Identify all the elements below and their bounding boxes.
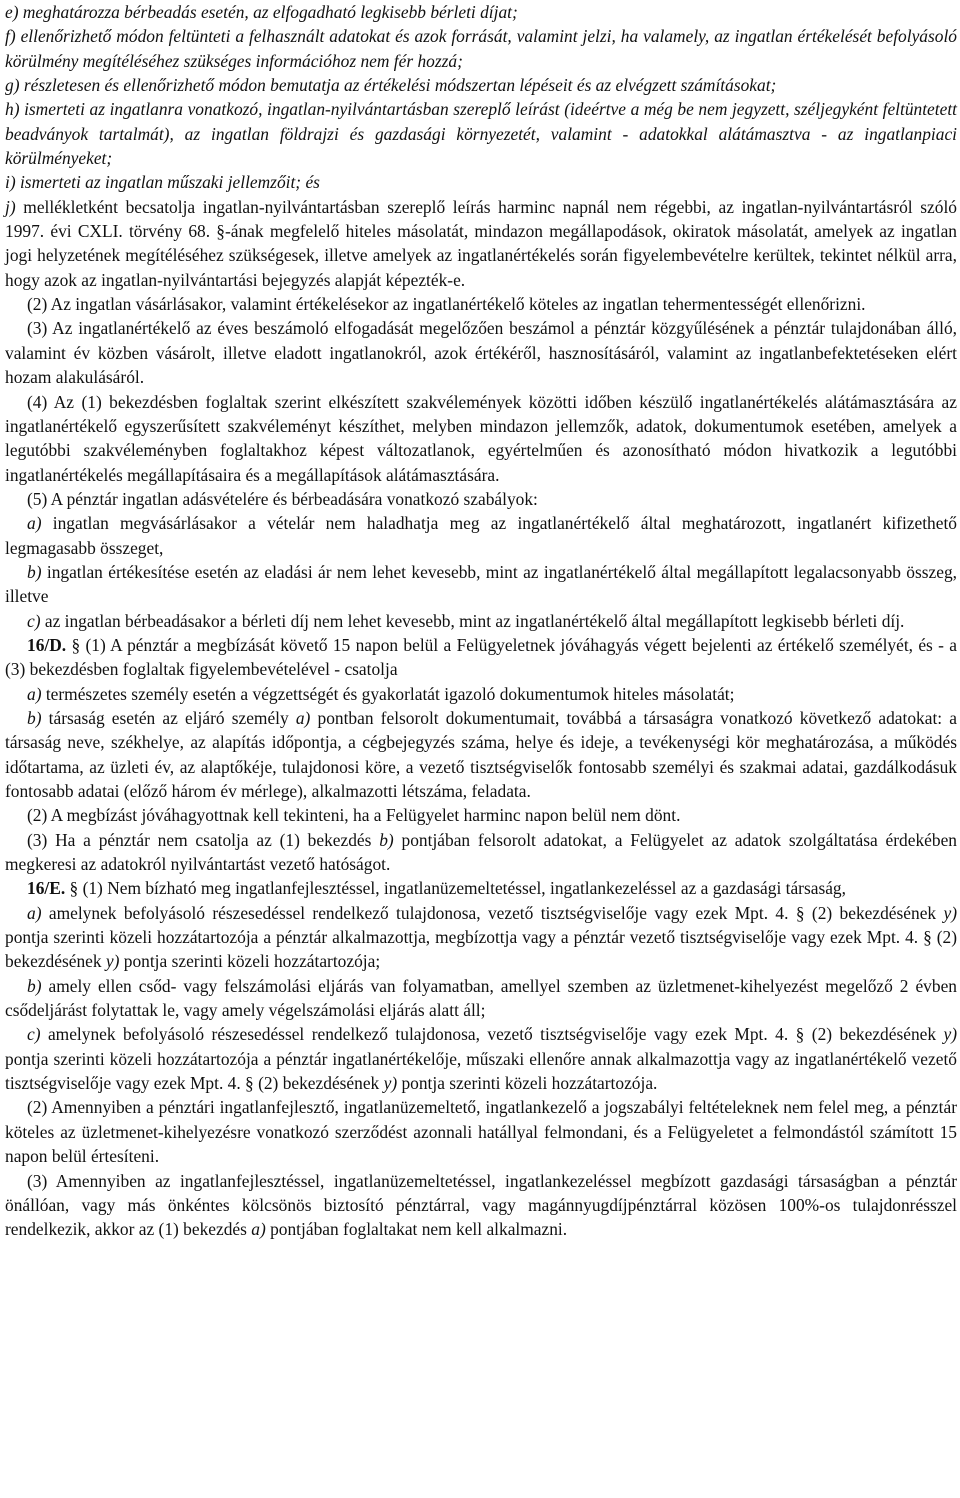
italic-text: c): [27, 610, 45, 631]
paragraph-5a: [5, 511, 957, 560]
italic-text: g) részletesen és ellenőrizhető módon bemutatja az értékelési módszertan lépéseit és az elvégzett számításokat;: [5, 75, 777, 96]
italic-text: i) ismerteti az ingatlan műszaki jellemzőit; és: [5, 172, 320, 193]
text-run: az ingatlan bérbeadásakor a bérleti díj nem lehet kevesebb, mint az ingatlanértékelő által megállapított legkisebb bérleti díj.: [44, 610, 905, 631]
paragraph-h: [5, 97, 957, 170]
paragraph-5b: [5, 560, 957, 609]
text-run: (3) Amennyiben az ingatlanfejlesztéssel, ingatlanüzemeltetéssel, ingatlankezeléssel megbízott gazdasági társaságban a pénztár önállóan, vagy más önkéntes kölcsönös biztosító pénztárral, vagy magánnyugdíjpénztárral közösen 100%-os tulajdonrésszel rendelkezik, akkor az (1) bekezdés: [5, 1170, 957, 1240]
text-run: mellékletként becsatolja ingatlan-nyilvántartásban szereplő leírás harminc napnál nem régebbi, az ingatlan-nyilvántartásról szóló 1997. évi CXLI. törvény 68. §-ának megfelelő hiteles másolatát, mindazon megállapodások, okiratok másolatát, amelyek az ingatlan jogi helyzetének megítéléséhez szükségesek, illetve amelyek az ingatlanértékelés során figyelembevételre kerültek, tekintet nélkül arra, hogy azok az ingatlan-nyilvántartási bejegyzés alapját képezték-e.: [5, 196, 957, 290]
paragraph-i: [5, 170, 957, 194]
text-run: ingatlan értékesítése esetén az eladási ár nem lehet kevesebb, mint az ingatlanértékelő által megállapított legalacsonyabb összeg, illetve: [5, 561, 957, 607]
paragraph-3: [5, 316, 957, 389]
paragraph-4: [5, 390, 957, 487]
text-run: pontja szerinti közeli hozzátartozója;: [119, 951, 381, 972]
text-run: pontja szerinti közeli hozzátartozója a pénztár alkalmazottja, megbízottja vagy a pénztár vezető tisztségviselője vagy ezek Mpt. 4. § (2) bekezdésének: [5, 927, 957, 972]
italic-text: a): [27, 683, 46, 704]
italic-text: a): [251, 1219, 266, 1240]
paragraph-16d-b: [5, 706, 957, 803]
text-run: pontja szerinti közeli hozzátartozója.: [397, 1073, 658, 1094]
text-run: (2) Az ingatlan vásárlásakor, valamint értékelésekor az ingatlanértékelő köteles az ingatlan tehermentességét ellenőrizni.: [27, 294, 866, 315]
text-run: (3) Az ingatlanértékelő az éves beszámoló elfogadását megelőzően beszámol a pénztár közgyűlésének a pénztár tulajdonában álló, valamint év közben vásárolt, illetve eladott ingatlanokról, azok értékéről, hasznosításáról, valamint az ingatlanbefektetéseken elért hozam alakulásáról.: [5, 318, 957, 388]
paragraph-16d-a: [5, 682, 957, 706]
text-run: ingatlan megvásárlásakor a vételár nem haladhatja meg az ingatlanértékelő által meghatározott, ingatlanért kifizethető legmagasabb összeget,: [5, 513, 957, 558]
text-run: amelynek befolyásoló részesedéssel rendelkező tulajdonosa, vezető tisztségviselője vagy ezek Mpt. 4. § (2) bekezdésének: [47, 1024, 944, 1045]
text-run: természetes személy esetén a végzettségét és gyakorlatát igazoló dokumentumok hiteles másolatát;: [45, 683, 735, 704]
italic-text: a): [27, 902, 49, 923]
paragraph-16e-c: [5, 1022, 957, 1095]
section-number: 16/E.: [27, 878, 66, 899]
paragraph-16e: [5, 876, 957, 900]
paragraph-e: [5, 0, 957, 24]
paragraph-16d: [5, 633, 957, 682]
italic-text: h) ismerteti az ingatlanra vonatkozó, ingatlan-nyilvántartásban szereplő leírást (ideértve a még be nem jegyzett, széljegyként feltüntetett beadványok tartalmát), az ingatlan földrajzi és gazdasági környezetét, valamint - adatokkal alátámasztva - az ingatlanpiaci körülményeket;: [5, 99, 957, 169]
italic-text: j): [5, 196, 24, 217]
italic-text: y): [943, 1024, 958, 1045]
italic-text: b): [27, 975, 49, 996]
text-run: (2) A megbízást jóváhagyottnak kell tekinteni, ha a Felügyelet harminc napon belül nem dönt.: [27, 805, 681, 826]
italic-text: c): [27, 1024, 48, 1045]
paragraph-16d-2: [5, 803, 957, 827]
italic-text: y): [105, 951, 120, 972]
text-run: pontjában felsorolt adatokat, a Felügyelet az adatok szolgáltatása érdekében megkeresi az adatokról nyilvántartást vezető hatóságot.: [5, 829, 957, 875]
italic-text: y): [943, 902, 957, 923]
text-run: amely ellen csőd- vagy felszámolási eljárás van folyamatban, amellyel szemben az üzletmenet-kihelyezést megelőző 2 évben csődeljárást folytattak le, vagy amely végelszámolási eljárás alatt áll;: [5, 975, 957, 1021]
paragraph-g: [5, 73, 957, 97]
paragraph-5: [5, 487, 957, 511]
text-run: (4) Az (1) bekezdésben foglaltak szerint elkészített szakvélemények közötti időben készülő ingatlanértékelés alátámasztására az ingatlanértékelő egyszerűsített szakvéleményt készíthet, melyben mindazon jellemzők, adatok, dokumentumok esetében, amelyek a legutóbbi szakvéleményben foglaltakhoz képest változatlanok, egyértelműen és azonosítható módon hivatkozik a legutóbbi ingatlanértékelés megállapításaira és a megállapítások alátámasztására.: [5, 391, 957, 485]
italic-text: a): [27, 513, 53, 534]
text-run: § (1) A pénztár a megbízását követő 15 napon belül a Felügyeletnek jóváhagyás végett bejelenti az értékelő személyét, és - a (3) bekezdésben foglaltak figyelembevételével - csatolja: [5, 634, 957, 680]
paragraph-16d-3: [5, 828, 957, 877]
paragraph-16e-2: [5, 1095, 957, 1168]
text-run: amelynek befolyásoló részesedéssel rendelkező tulajdonosa, vezető tisztségviselője vagy ezek Mpt. 4. § (2) bekezdésének: [48, 902, 944, 923]
italic-text: b): [379, 829, 394, 850]
text-run: társaság esetén az eljáró személy: [48, 707, 296, 728]
italic-text: f) ellenőrizhető módon feltünteti a felhasznált adatokat és azok forrását, valamint jelzi, ha valamely, az ingatlan értékelését befolyásoló körülmény megítéléséhez szükséges információhoz nem fér hozzá;: [5, 26, 957, 71]
text-run: pontjában foglaltakat nem kell alkalmazni.: [265, 1219, 568, 1240]
paragraph-f: [5, 24, 957, 73]
text-run: (5) A pénztár ingatlan adásvételére és bérbeadására vonatkozó szabályok:: [27, 488, 538, 509]
italic-text: b): [27, 707, 49, 728]
paragraph-j: [5, 195, 957, 292]
italic-text: b): [27, 561, 47, 582]
italic-text: e) meghatározza bérbeadás esetén, az elfogadható legkisebb bérleti díjat;: [5, 2, 518, 22]
italic-text: a): [295, 707, 311, 728]
paragraph-16e-a: [5, 901, 957, 974]
text-run: § (1) Nem bízható meg ingatlanfejlesztéssel, ingatlanüzemeltetéssel, ingatlankezeléssel az a gazdasági társaság,: [65, 878, 846, 899]
paragraph-2: [5, 292, 957, 316]
text-run: pontban felsorolt dokumentumait, továbbá a társaságra vonatkozó következő adatokat: a társaság neve, székhelye, az alapítás időpontja, a cégbejegyzés száma, helye és ideje, a tevékenységi kör meghatározása, a működés időtartama, az üzleti év, az alaptőkéje, tulajdonosi köre, a vezető tisztségviselők fontosabb személyi és szakmai adatai, gazdálkodásuk fontosabb adatai (előző három év mérlege), alkalmazotti létszáma, feladata.: [5, 707, 957, 801]
text-run: pontja szerinti közeli hozzátartozója a pénztár ingatlanértékelője, műszaki ellenőre annak alkalmazottja vagy az ingatlanértékelő vezető tisztségviselője vagy ezek Mpt. 4. § (2) bekezdésének: [5, 1048, 957, 1094]
paragraph-16e-3: [5, 1169, 957, 1242]
document-body: [5, 0, 957, 1242]
paragraph-5c: [5, 609, 957, 633]
text-run: (2) Amennyiben a pénztári ingatlanfejlesztő, ingatlanüzemeltető, ingatlankezelő a jogszabályi feltételeknek nem felel meg, a pénztár köteles az üzletmenet-kihelyezésre vonatkozó szerződést azonnali hatállyal felmondani, és a Felügyeletet a felmondástól számított 15 napon belül értesíteni.: [5, 1097, 957, 1167]
text-run: (3) Ha a pénztár nem csatolja az (1) bekezdés: [27, 829, 380, 850]
section-number: 16/D.: [27, 634, 67, 655]
italic-text: y): [383, 1073, 398, 1094]
paragraph-16e-b: [5, 974, 957, 1023]
